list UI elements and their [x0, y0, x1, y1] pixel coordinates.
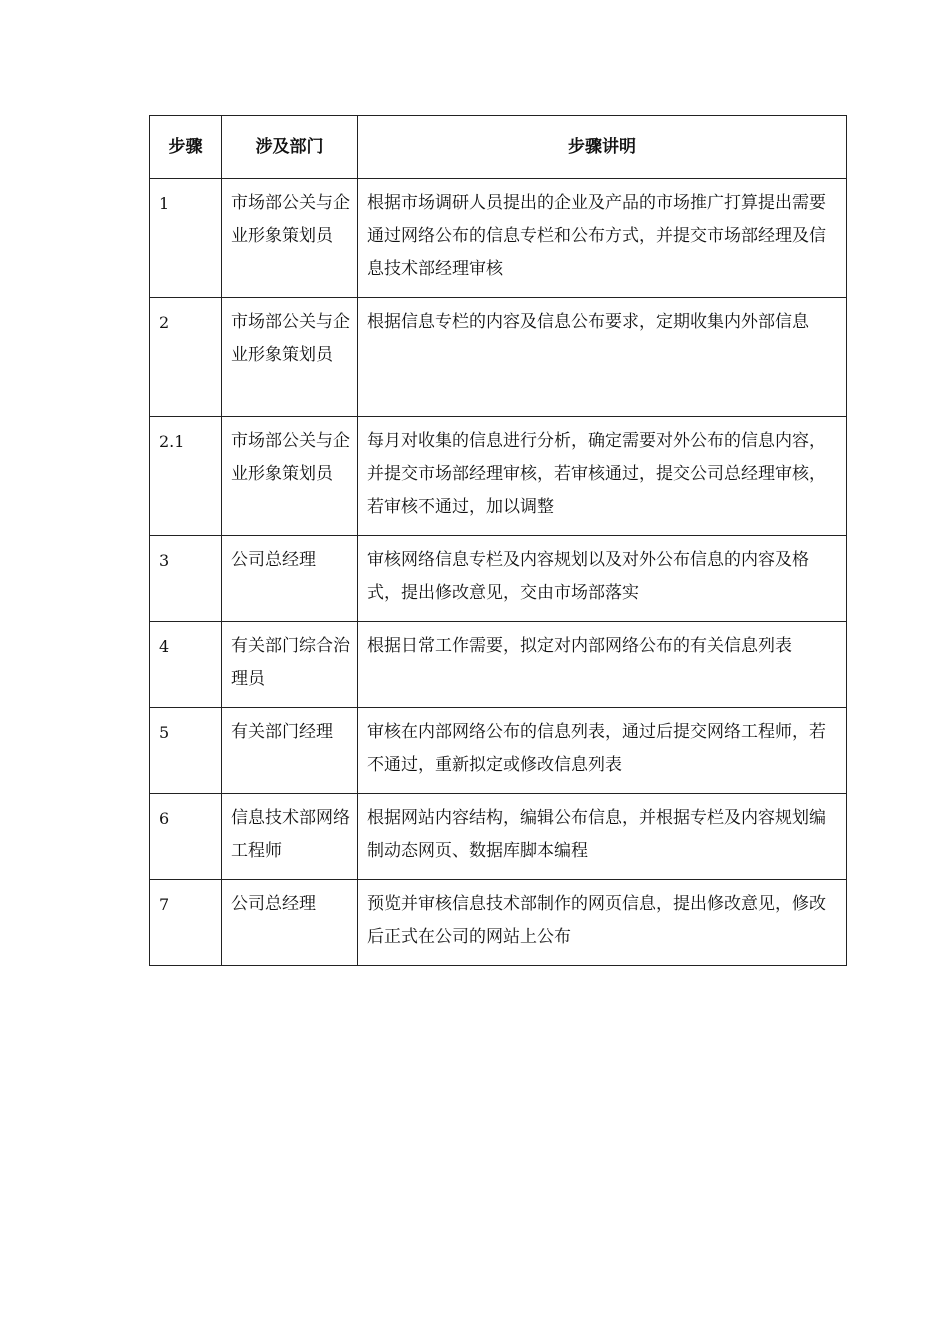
step-description: 根据市场调研人员提出的企业及产品的市场推广打算提出需要通过网络公布的信息专栏和公布方式，并提交市场部经理及信息技术部经理审核: [358, 179, 847, 298]
step-description: 根据网站内容结构，编辑公布信息，并根据专栏及内容规划编制动态网页、数据库脚本编程: [358, 794, 847, 880]
step-number: 4: [150, 622, 222, 708]
step-description: 审核网络信息专栏及内容规划以及对外公布信息的内容及格式，提出修改意见，交由市场部落实: [358, 536, 847, 622]
table-row: [150, 417, 847, 536]
table-row: [150, 708, 847, 794]
step-number: 2.1: [150, 417, 222, 536]
table-row: [150, 536, 847, 622]
step-description: 预览并审核信息技术部制作的网页信息，提出修改意见，修改后正式在公司的网站上公布: [358, 880, 847, 966]
table-row: [150, 298, 847, 417]
table-row: [150, 179, 847, 298]
step-department: 市场部公关与企业形象策划员: [222, 417, 358, 536]
step-department: 市场部公关与企业形象策划员: [222, 298, 358, 417]
step-description: 审核在内部网络公布的信息列表，通过后提交网络工程师，若不通过，重新拟定或修改信息列表: [358, 708, 847, 794]
step-department: 有关部门经理: [222, 708, 358, 794]
step-number: 7: [150, 880, 222, 966]
step-department: 有关部门综合治理员: [222, 622, 358, 708]
step-description: 根据日常工作需要，拟定对内部网络公布的有关信息列表: [358, 622, 847, 708]
table-header-row: [150, 116, 847, 179]
step-description: 每月对收集的信息进行分析，确定需要对外公布的信息内容，并提交市场部经理审核，若审核通过，提交公司总经理审核，若审核不通过，加以调整: [358, 417, 847, 536]
step-description: 根据信息专栏的内容及信息公布要求，定期收集内外部信息: [358, 298, 847, 417]
step-number: 3: [150, 536, 222, 622]
table-row: [150, 622, 847, 708]
step-department: 信息技术部网络工程师: [222, 794, 358, 880]
process-steps-table: [149, 115, 847, 966]
step-number: 6: [150, 794, 222, 880]
step-number: 1: [150, 179, 222, 298]
header-step: 步骤: [150, 116, 222, 179]
step-number: 2: [150, 298, 222, 417]
header-department: 涉及部门: [222, 116, 358, 179]
step-number: 5: [150, 708, 222, 794]
table-row: [150, 880, 847, 966]
step-department: 公司总经理: [222, 536, 358, 622]
step-department: 市场部公关与企业形象策划员: [222, 179, 358, 298]
header-description: 步骤讲明: [358, 116, 847, 179]
step-department: 公司总经理: [222, 880, 358, 966]
table-row: [150, 794, 847, 880]
